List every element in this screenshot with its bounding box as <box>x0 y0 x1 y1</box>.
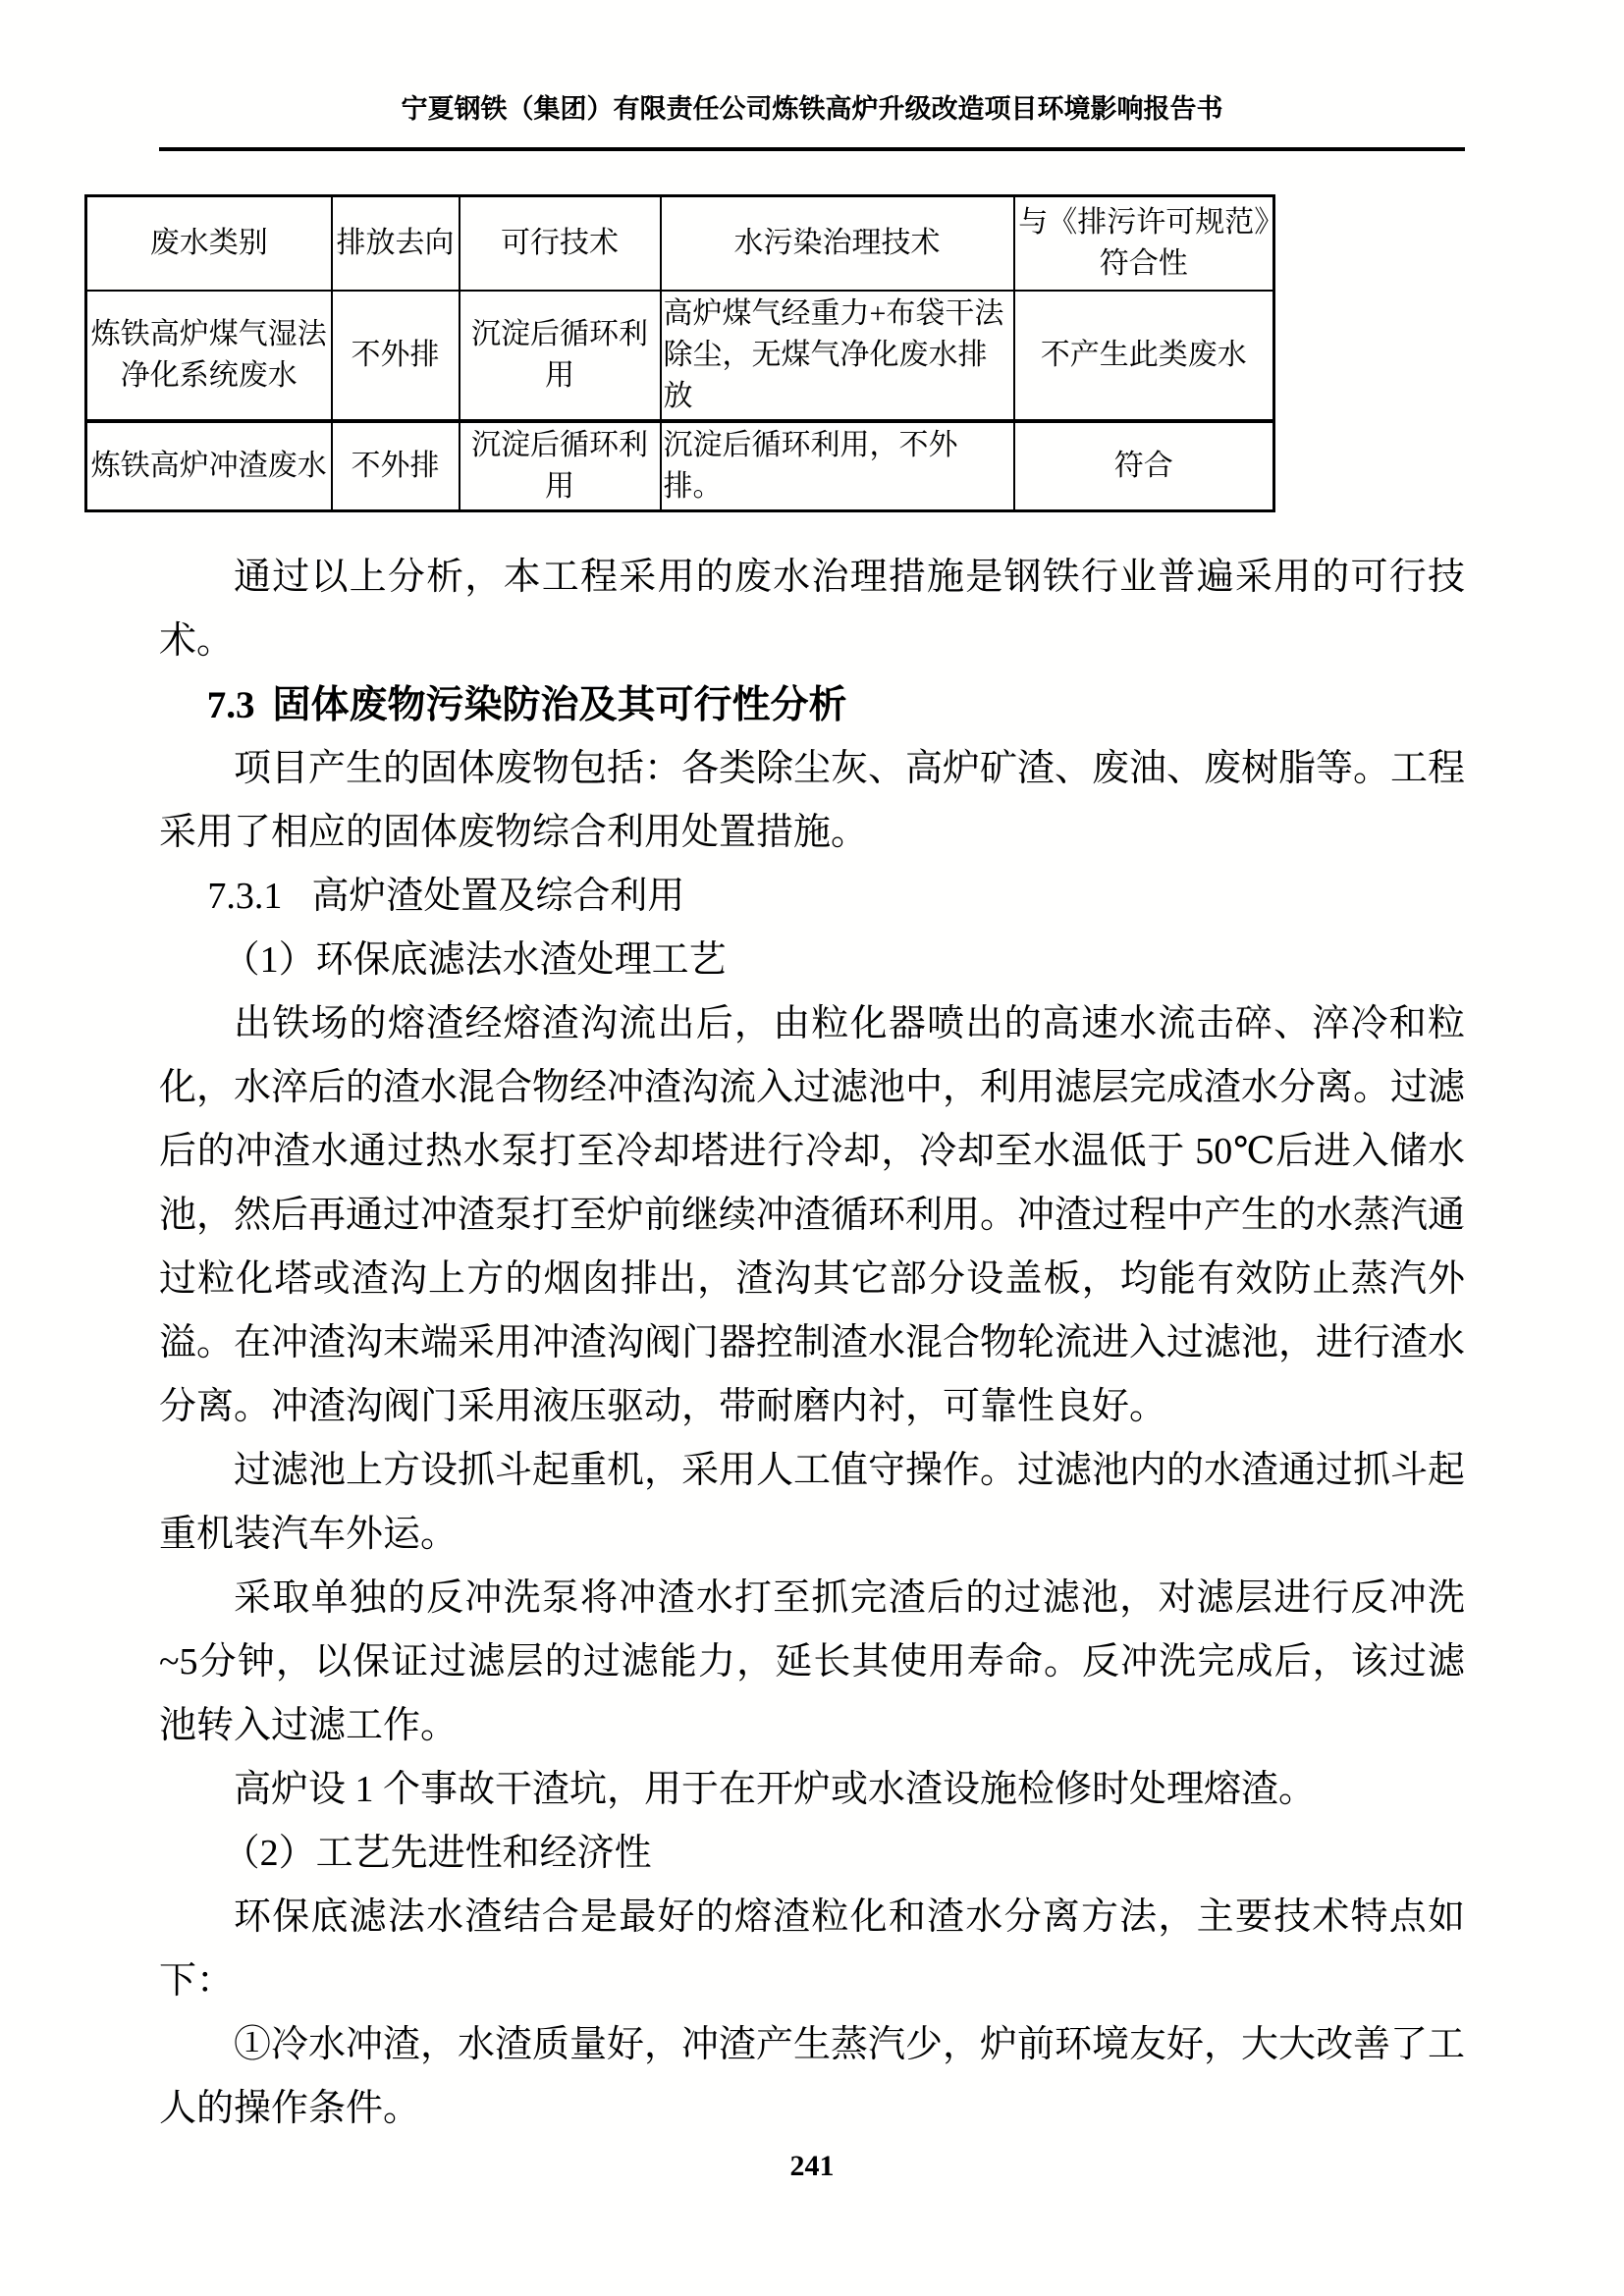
section-title: 高炉渣处置及综合利用 <box>311 875 685 917</box>
page-number: 241 <box>789 2149 835 2182</box>
paragraph-slag-process-3: 采取单独的反冲洗泵将冲渣水打至抓完渣后的过滤池，对滤层进行反冲洗~5分钟，以保证过滤层的过滤能力，延长其使用寿命。反冲洗完成后，该过滤池转入过滤工作。 <box>159 1576 1465 1746</box>
paragraph-advantage-point-1: ①冷水冲渣，水渣质量好，冲渣产生蒸汽少，炉前环境友好，大大改善了工人的操作条件。 <box>159 2023 1466 2129</box>
table-header-cell: 可行技术 <box>460 196 661 291</box>
document-title: 宁夏钢铁（集团）有限责任公司炼铁高炉升级改造项目环境影响报告书 <box>401 94 1223 124</box>
table-cell: 不外排 <box>332 421 460 511</box>
paragraph-slag-process-1: 出铁场的熔渣经熔渣沟流出后，由粒化器喷出的高速水流击碎、淬冷和粒化，水淬后的渣水混合物经冲渣沟流入过滤池中，利用滤层完成渣水分离。过滤后的冲渣水通过热水泵打至冷却塔进行冷却，冷却至水温低于 50℃后进入储水池，然后再通过冲渣泵打至炉前继续冲渣循环利用。冲渣过程中产生的水蒸汽通过粒化塔或渣沟上方的烟囱排出，渣沟其它部分设盖板，均能有效防止蒸汽外溢。在冲渣沟末端采用冲渣沟阀门器控制渣水混合物轮流进入过滤池，进行渣水分离。冲渣沟阀门采用液压驱动，带耐磨内衬，可靠性良好。 <box>159 1002 1466 1427</box>
table-header-cell: 废水类别 <box>86 196 332 291</box>
table-header-row <box>86 196 1274 291</box>
table-header-cell: 排放去向 <box>332 196 460 291</box>
paragraph-advantages-intro: 环保底滤法水渣结合是最好的熔渣粒化和渣水分离方法，主要技术特点如下： <box>159 1896 1465 2002</box>
wastewater-treatment-table <box>84 194 1275 512</box>
item-1-title: （1）环保底滤法水渣处理工艺 <box>222 938 727 981</box>
document-body <box>159 546 1465 2141</box>
section-title: 固体废物污染防治及其可行性分析 <box>272 683 847 726</box>
section-heading-7-3-1 <box>159 865 1465 929</box>
table-cell: 不外排 <box>332 291 460 421</box>
table-cell: 炼铁高炉煤气湿法净化系统废水 <box>86 291 332 421</box>
table-cell: 不产生此类废水 <box>1014 291 1274 421</box>
item-2-title: （2）工艺先进性和经济性 <box>222 1832 652 1874</box>
table-cell: 符合 <box>1014 421 1274 511</box>
section-heading-7-3 <box>159 673 1465 737</box>
table-header-cell: 水污染治理技术 <box>661 196 1014 291</box>
table-row <box>86 421 1274 511</box>
paragraph-slag-process-4: 高炉设 1 个事故干渣坑，用于在开炉或水渣设施检修时处理熔渣。 <box>234 1768 1317 1810</box>
table-cell: 沉淀后循环利用 <box>460 291 661 421</box>
paragraph-solid-waste-intro: 项目产生的固体废物包括：各类除尘灰、高炉矿渣、废油、废树脂等。工程采用了相应的固体废物综合利用处置措施。 <box>159 747 1466 853</box>
running-header <box>159 0 1465 151</box>
table-cell: 高炉煤气经重力+布袋干法除尘，无煤气净化废水排放 <box>661 291 1014 421</box>
paragraph-wastewater-conclusion: 通过以上分析，本工程采用的废水治理措施是钢铁行业普遍采用的可行技术。 <box>159 556 1465 662</box>
paragraph-slag-process-2: 过滤池上方设抓斗起重机，采用人工值守操作。过滤池内的水渣通过抓斗起重机装汽车外运。 <box>159 1449 1466 1555</box>
table-cell: 炼铁高炉冲渣废水 <box>86 421 332 511</box>
page-footer <box>0 2147 1624 2186</box>
table-row <box>86 291 1274 421</box>
table-cell: 沉淀后循环利用 <box>460 421 661 511</box>
section-number: 7.3.1 <box>207 875 283 917</box>
section-number: 7.3 <box>206 683 255 726</box>
table-header-cell: 与《排污许可规范》符合性 <box>1014 196 1274 291</box>
table-cell: 沉淀后循环利用，不外排。 <box>661 421 1014 511</box>
